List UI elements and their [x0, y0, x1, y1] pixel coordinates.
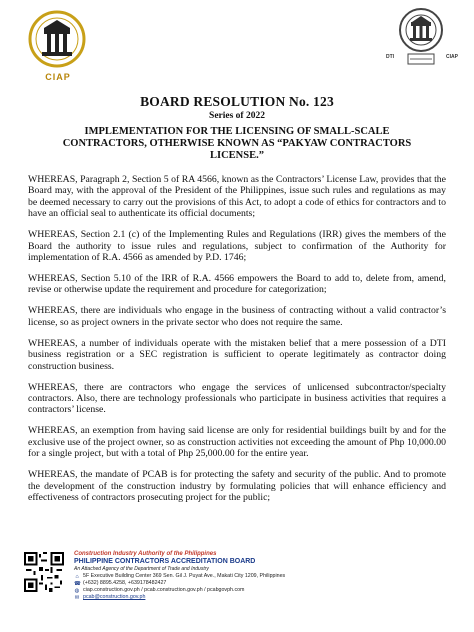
ciap-label: CIAP — [446, 54, 458, 60]
qr-code-icon[interactable] — [24, 552, 64, 592]
footer-org-name: Construction Industry Authority of the Philippines — [74, 551, 217, 557]
dti-ciap-logo — [380, 6, 460, 86]
resolution-body — [28, 174, 446, 513]
resolution-series: Series of 2022 — [209, 111, 265, 121]
mail-icon: ✉ — [74, 594, 80, 601]
footer-phone: (+632) 8895.4258, +639178482427 — [83, 580, 167, 586]
ciap-logo-text: CIAP — [45, 72, 71, 82]
whereas-paragraph: WHEREAS, Section 2.1 (c) of the Implementing Rules and Regulations (IRR) gives the members of the Board the authority to issue rules and regulations, subject to confirmation of the Authority for implementation of R.A. 4566 as amended by P.D. 1746; — [28, 229, 446, 264]
resolution-title: BOARD RESOLUTION No. 123 — [140, 94, 334, 109]
footer-web-row — [74, 587, 374, 594]
ciap-logo — [26, 8, 88, 84]
whereas-paragraph: WHEREAS, there are individuals who engage in the business of contracting without a valid contractor’s license, so as project owners in the private sector who does not require the same. — [28, 305, 446, 328]
footer-address: 5F Executive Building Center 369 Sen. Gil J. Puyat Ave., Makati City 1209, Philippines — [83, 573, 286, 579]
letterhead-footer — [24, 548, 464, 628]
whereas-paragraph: WHEREAS, there are contractors who engage the services of unlicensed subcontractor/specialty contractors. Also, there are technology professionals who participate in business activities that requires a contractors’ license. — [28, 381, 446, 416]
phone-icon: ☎ — [74, 580, 81, 587]
whereas-paragraph: WHEREAS, a number of individuals operate with the mistaken belief that a mere possession of a DTI business registration or a SEC registration is sufficient to operate legitimately as contractor doing construction business. — [28, 337, 446, 372]
ciap-emblem-icon — [26, 8, 88, 70]
whereas-paragraph: WHEREAS, an exemption from having said license are only for residential buildings built by and for the exclusive use of the project owner, so as construction activities not exceeding the amount of Php 10,000.00 for a single project, but with a total of Php 25,000.00 for the entire year. — [28, 425, 446, 460]
dti-ciap-emblem-icon — [398, 6, 444, 68]
footer-board-name: PHILIPPINE CONTRACTORS ACCREDITATION BOARD — [74, 558, 256, 565]
location-pin-icon: ⌂ — [75, 573, 79, 580]
dti-label: DTI — [386, 54, 395, 60]
resolution-subject: IMPLEMENTATION FOR THE LICENSING OF SMALL-SCALE CONTRACTORS, OTHERWISE KNOWN AS “PAKYAW CONTRACTORS LICENSE.” — [62, 126, 412, 161]
globe-icon: ◍ — [74, 587, 80, 594]
footer-contact-block — [74, 551, 374, 601]
whereas-paragraph: WHEREAS, the mandate of PCAB is for protecting the safety and security of the public. And to promote the development of the construction industry by formulating policies that will enhance efficiency and effectiveness of contractors prosecuting project for the public; — [28, 469, 446, 504]
footer-affiliation: An Attached Agency of the Department of Trade and Industry — [74, 566, 209, 572]
footer-email-row — [74, 594, 374, 601]
footer-address-row — [74, 573, 374, 580]
footer-websites[interactable]: ciap.construction.gov.ph / pcab.construction.gov.ph / pcabgovph.com — [83, 587, 245, 593]
footer-email-link[interactable]: pcab@construction.gov.ph — [83, 594, 146, 600]
footer-phone-row — [74, 580, 374, 587]
whereas-paragraph: WHEREAS, Section 5.10 of the IRR of R.A. 4566 empowers the Board to add to, delete from, amend, revise or otherwise update the requirement and procedure for categorization; — [28, 273, 446, 296]
whereas-paragraph: WHEREAS, Paragraph 2, Section 5 of RA 4566, known as the Contractors’ License Law, provides that the Board may, with the approval of the President of the Philippines, issue such rules and regulations as may be deemed necessary to carry out the provisions of this Act, to adopt a code of ethics for contractors and to have an official seal to authenticate its official documents; — [28, 174, 446, 220]
